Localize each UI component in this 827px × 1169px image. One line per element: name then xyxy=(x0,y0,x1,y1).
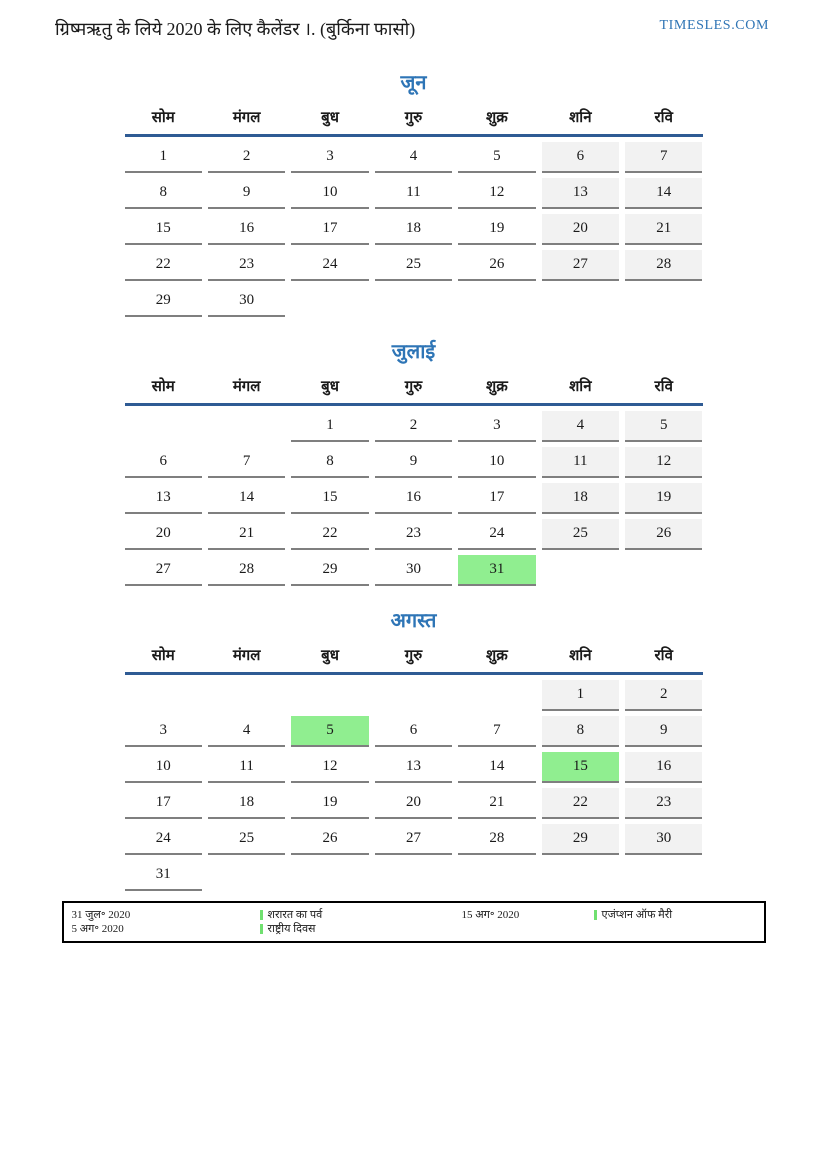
day-cell: 12 xyxy=(625,447,702,478)
day-cell: 2 xyxy=(208,142,285,173)
day-cell: 17 xyxy=(125,788,202,819)
day-cell: 6 xyxy=(542,142,619,173)
weekday-header: गुरु xyxy=(404,648,423,664)
day-cell: 20 xyxy=(375,788,452,819)
week-row xyxy=(125,680,703,711)
day-cell: 24 xyxy=(458,519,535,550)
holiday-legend xyxy=(62,901,766,943)
day-cell: 16 xyxy=(625,752,702,783)
day-cell: 21 xyxy=(625,214,702,245)
day-cell-empty xyxy=(375,680,452,709)
day-cell-empty xyxy=(458,680,535,709)
day-cell: 2 xyxy=(625,680,702,711)
day-cell: 27 xyxy=(375,824,452,855)
holiday-marker-icon xyxy=(594,910,597,920)
day-cell: 31 xyxy=(458,555,535,586)
weekday-header: शुक्र xyxy=(486,110,508,126)
day-cell: 22 xyxy=(542,788,619,819)
day-cell: 24 xyxy=(125,824,202,855)
day-cell: 30 xyxy=(625,824,702,855)
day-cell: 4 xyxy=(208,716,285,747)
day-cell-empty xyxy=(208,411,285,440)
day-cell: 29 xyxy=(291,555,368,586)
weekday-header-row xyxy=(125,377,703,406)
week-row xyxy=(125,250,703,281)
day-cell: 14 xyxy=(458,752,535,783)
day-cell: 14 xyxy=(625,178,702,209)
week-row xyxy=(125,447,703,478)
day-cell: 22 xyxy=(291,519,368,550)
day-cell: 8 xyxy=(291,447,368,478)
weekday-header-row xyxy=(125,108,703,137)
day-cell: 9 xyxy=(625,716,702,747)
day-cell: 27 xyxy=(125,555,202,586)
weekday-header: रवि xyxy=(654,110,673,126)
week-row xyxy=(125,214,703,245)
week-row xyxy=(125,824,703,855)
day-cell: 21 xyxy=(458,788,535,819)
legend-labels-column xyxy=(594,908,756,936)
week-row xyxy=(125,483,703,514)
holiday-marker-icon xyxy=(260,924,263,934)
month-grid xyxy=(125,377,703,586)
day-cell: 5 xyxy=(458,142,535,173)
day-cell-empty xyxy=(208,680,285,709)
legend-dates-column xyxy=(462,908,594,936)
day-cell: 11 xyxy=(208,752,285,783)
day-cell: 6 xyxy=(125,447,202,478)
day-cell: 3 xyxy=(125,716,202,747)
day-cell: 19 xyxy=(458,214,535,245)
day-cell: 30 xyxy=(375,555,452,586)
legend-date: 31 जुल॰ 2020 xyxy=(71,909,131,921)
week-row xyxy=(125,716,703,747)
page-title: ग्रिष्मऋतु के लिये 2020 के लिए कैलेंडर ।. (बुर्किना फासो) xyxy=(55,19,416,39)
week-row xyxy=(125,411,703,442)
day-cell: 6 xyxy=(375,716,452,747)
day-cell-empty xyxy=(375,286,452,315)
day-cell: 16 xyxy=(208,214,285,245)
day-cell-empty xyxy=(291,860,368,889)
day-cell: 17 xyxy=(291,214,368,245)
day-cell: 10 xyxy=(291,178,368,209)
weekday-header: रवि xyxy=(654,648,673,664)
day-cell: 1 xyxy=(291,411,368,442)
day-cell-empty xyxy=(458,286,535,315)
weekday-header: गुरु xyxy=(404,110,423,126)
weekday-header: बुध xyxy=(321,110,339,126)
weekday-header: बुध xyxy=(321,648,339,664)
weekday-header: शनि xyxy=(569,648,592,664)
day-cell: 8 xyxy=(125,178,202,209)
day-cell: 30 xyxy=(208,286,285,317)
legend-labels-column xyxy=(260,908,462,936)
day-cell: 26 xyxy=(458,250,535,281)
legend-label: राष्ट्रीय दिवस xyxy=(267,923,316,935)
day-cell: 10 xyxy=(458,447,535,478)
day-cell: 25 xyxy=(542,519,619,550)
day-cell: 12 xyxy=(458,178,535,209)
day-cell: 5 xyxy=(291,716,368,747)
day-cell: 4 xyxy=(542,411,619,442)
day-cell: 5 xyxy=(625,411,702,442)
week-row xyxy=(125,555,703,586)
day-cell: 24 xyxy=(291,250,368,281)
weekday-header: मंगल xyxy=(232,648,261,664)
day-cell: 11 xyxy=(542,447,619,478)
month-section xyxy=(0,606,827,891)
day-cell-empty xyxy=(458,860,535,889)
day-cell-empty xyxy=(375,860,452,889)
day-cell: 23 xyxy=(625,788,702,819)
weekday-header: सोम xyxy=(151,379,175,395)
day-cell: 21 xyxy=(208,519,285,550)
day-cell: 25 xyxy=(375,250,452,281)
day-cell-empty xyxy=(125,680,202,709)
day-cell: 18 xyxy=(208,788,285,819)
day-cell: 19 xyxy=(625,483,702,514)
weekday-header: सोम xyxy=(151,648,175,664)
day-cell-empty xyxy=(291,680,368,709)
day-cell: 12 xyxy=(291,752,368,783)
legend-date: 5 अग॰ 2020 xyxy=(71,923,124,935)
day-cell: 26 xyxy=(291,824,368,855)
day-cell: 7 xyxy=(625,142,702,173)
day-cell: 19 xyxy=(291,788,368,819)
calendars xyxy=(0,68,827,891)
legend-label: एजंप्शन ऑफ मैरी xyxy=(601,909,673,921)
month-title: जून xyxy=(400,72,427,94)
day-cell: 20 xyxy=(125,519,202,550)
weekday-header: गुरु xyxy=(404,379,423,395)
day-cell: 7 xyxy=(458,716,535,747)
day-cell-empty xyxy=(542,286,619,315)
day-cell: 23 xyxy=(208,250,285,281)
day-cell: 8 xyxy=(542,716,619,747)
legend-entry xyxy=(260,908,462,922)
page-header xyxy=(0,0,827,42)
weekday-header: शनि xyxy=(569,379,592,395)
day-cell: 29 xyxy=(542,824,619,855)
day-cell-empty xyxy=(542,860,619,889)
day-cell-empty xyxy=(125,411,202,440)
day-cell: 20 xyxy=(542,214,619,245)
legend-entry xyxy=(594,908,756,922)
day-cell-empty xyxy=(542,555,619,584)
week-row xyxy=(125,178,703,209)
day-cell: 10 xyxy=(125,752,202,783)
day-cell: 16 xyxy=(375,483,452,514)
day-cell: 28 xyxy=(458,824,535,855)
week-row xyxy=(125,752,703,783)
day-cell: 13 xyxy=(375,752,452,783)
week-row xyxy=(125,788,703,819)
day-cell: 26 xyxy=(625,519,702,550)
month-grid xyxy=(125,108,703,317)
day-cell: 3 xyxy=(291,142,368,173)
day-cell: 18 xyxy=(542,483,619,514)
day-cell: 15 xyxy=(542,752,619,783)
legend-date: 15 अग॰ 2020 xyxy=(461,909,520,921)
day-cell: 25 xyxy=(208,824,285,855)
day-cell: 23 xyxy=(375,519,452,550)
week-row xyxy=(125,519,703,550)
day-cell: 2 xyxy=(375,411,452,442)
weekday-header: शुक्र xyxy=(486,648,508,664)
day-cell-empty xyxy=(625,286,702,315)
day-cell: 14 xyxy=(208,483,285,514)
month-title: अगस्त xyxy=(390,610,437,632)
day-cell: 9 xyxy=(208,178,285,209)
day-cell-empty xyxy=(625,555,702,584)
day-cell: 27 xyxy=(542,250,619,281)
weekday-header: सोम xyxy=(151,110,175,126)
week-row xyxy=(125,142,703,173)
day-cell: 1 xyxy=(125,142,202,173)
day-cell: 9 xyxy=(375,447,452,478)
legend-dates-column xyxy=(72,908,260,936)
day-cell: 28 xyxy=(208,555,285,586)
day-cell: 18 xyxy=(375,214,452,245)
day-cell: 11 xyxy=(375,178,452,209)
day-cell: 28 xyxy=(625,250,702,281)
day-cell-empty xyxy=(625,860,702,889)
holiday-marker-icon xyxy=(260,910,263,920)
day-cell-empty xyxy=(291,286,368,315)
weekday-header: शनि xyxy=(569,110,592,126)
week-row xyxy=(125,286,703,317)
weekday-header: मंगल xyxy=(232,379,261,395)
legend-entry xyxy=(260,922,462,936)
day-cell-empty xyxy=(208,860,285,889)
month-grid xyxy=(125,646,703,891)
legend-label: शरारत का पर्व xyxy=(267,909,323,921)
weekday-header: बुध xyxy=(321,379,339,395)
month-section xyxy=(0,68,827,317)
month-title: जुलाई xyxy=(391,341,436,363)
day-cell: 29 xyxy=(125,286,202,317)
day-cell: 13 xyxy=(125,483,202,514)
weekday-header: मंगल xyxy=(232,110,261,126)
day-cell: 1 xyxy=(542,680,619,711)
day-cell: 4 xyxy=(375,142,452,173)
week-row xyxy=(125,860,703,891)
weekday-header: शुक्र xyxy=(486,379,508,395)
day-cell: 3 xyxy=(458,411,535,442)
day-cell: 31 xyxy=(125,860,202,891)
month-section xyxy=(0,337,827,586)
day-cell: 15 xyxy=(291,483,368,514)
day-cell: 7 xyxy=(208,447,285,478)
brand-link[interactable]: TIMESLES.COM xyxy=(659,18,769,33)
weekday-header: रवि xyxy=(654,379,673,395)
day-cell: 15 xyxy=(125,214,202,245)
weekday-header-row xyxy=(125,646,703,675)
day-cell: 22 xyxy=(125,250,202,281)
day-cell: 13 xyxy=(542,178,619,209)
day-cell: 17 xyxy=(458,483,535,514)
